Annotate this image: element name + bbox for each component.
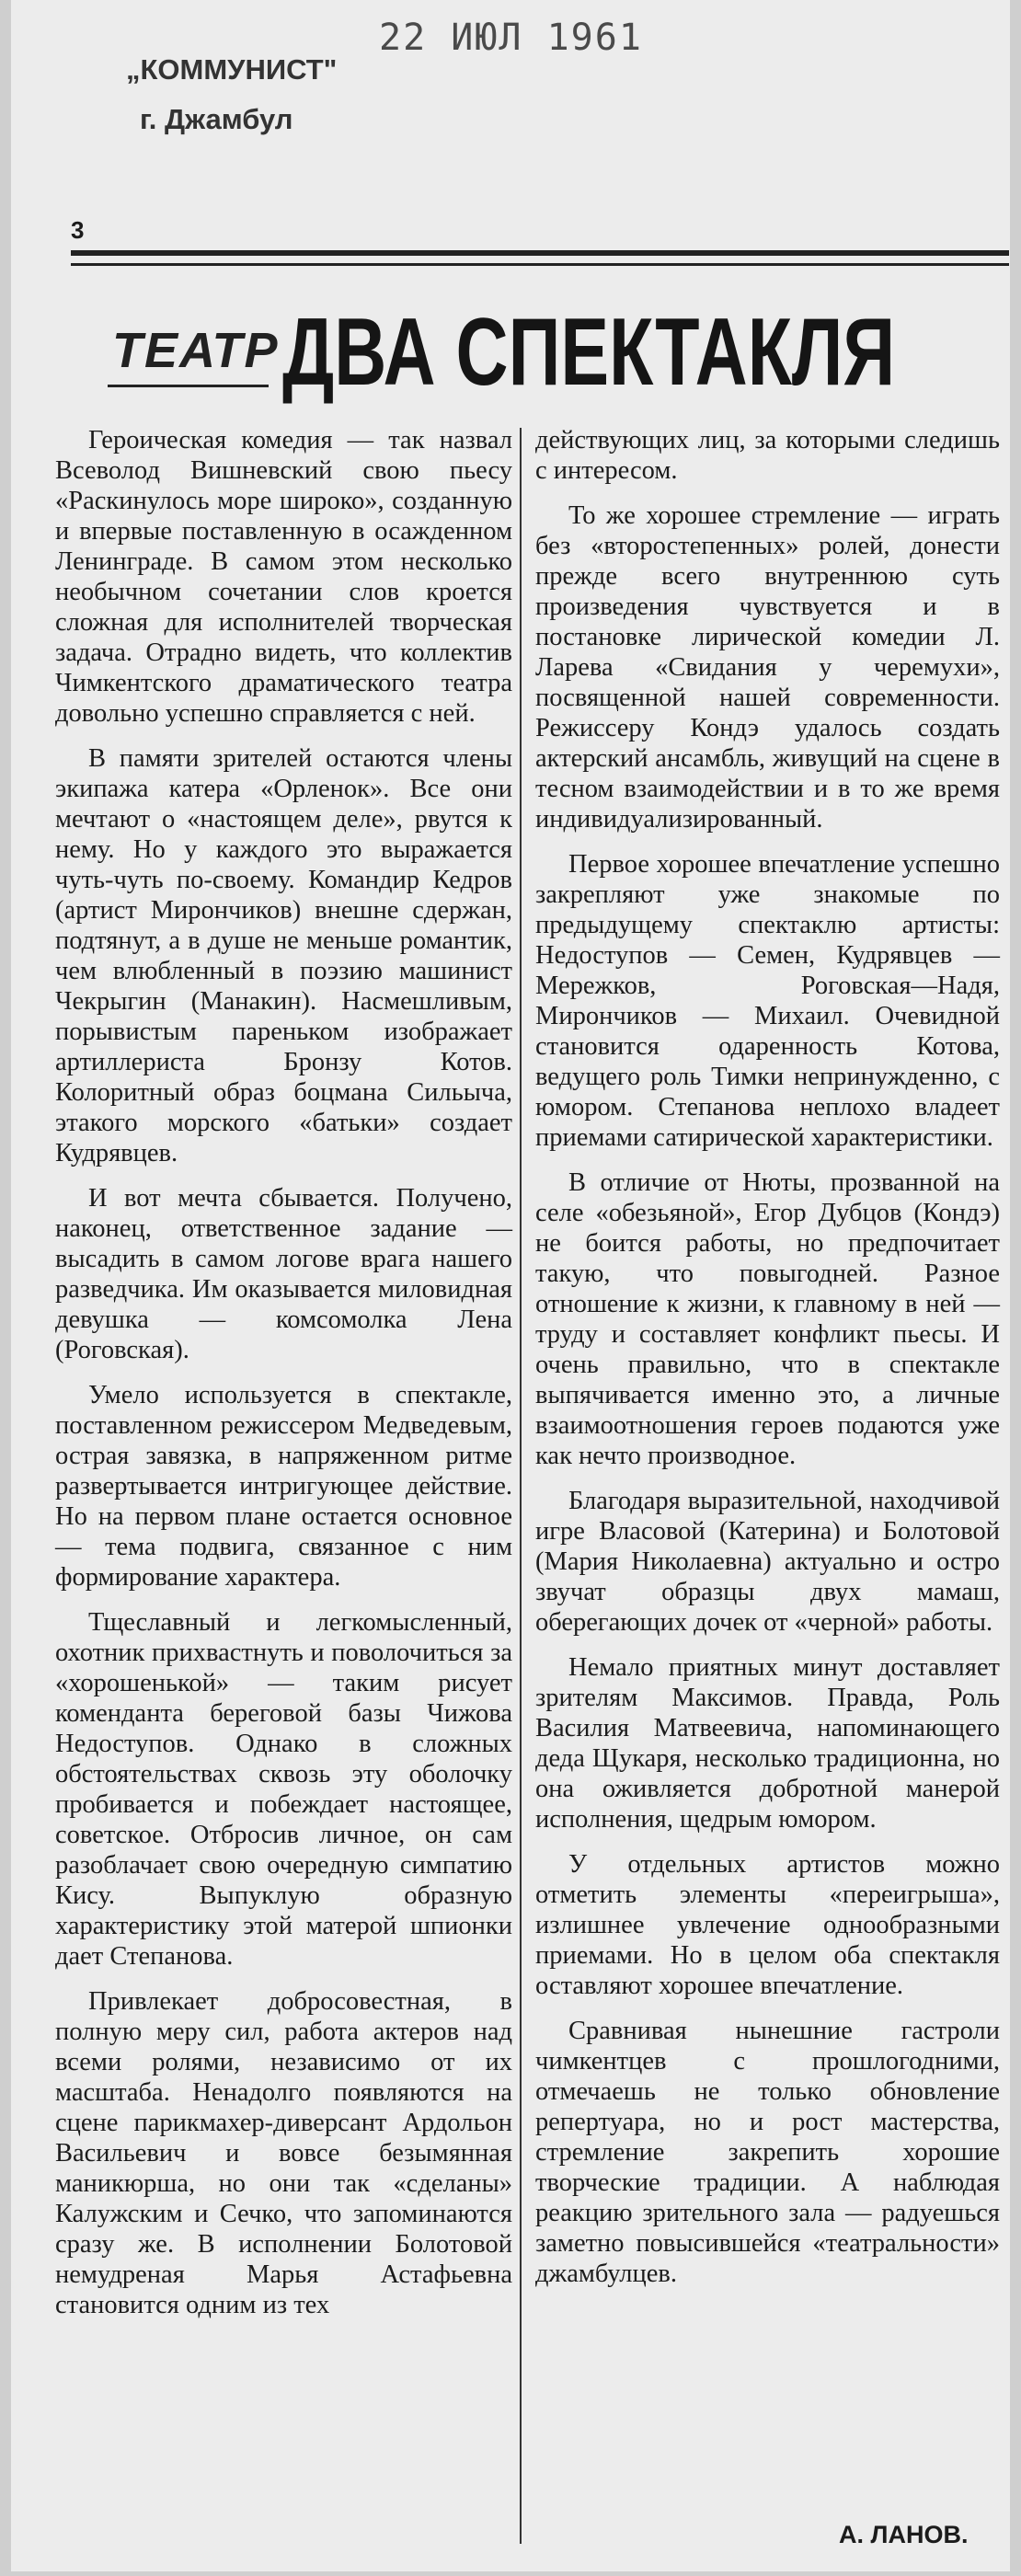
- paragraph: И вот мечта сбывается. Получено, наконец, ответственное задание — высадить в самом логове врага нашего разведчика. Им оказывается миловидная девушка — комсомолка Лена (Роговская).: [55, 1184, 512, 1364]
- author-signature: А. ЛАНОВ.: [839, 2521, 969, 2548]
- article-column-right: [535, 425, 1000, 2304]
- paragraph: Первое хорошее впечатление успешно закрепляют уже знакомые по предыдущему спектаклю артисты: Недоступов — Семен, Кудрявцев —Мережков, Роговская—Надя, Мирончиков — Михаил. Очевидной становится одаренность Котова, ведущего роль Тимки непринужденно, с юмором. Степанова неплохо владеет приемами сатирической характеристики.: [535, 850, 1000, 1152]
- header-rule-thick: [71, 250, 1009, 256]
- newspaper-clipping: [11, 0, 1010, 2571]
- paragraph: У отдельных артистов можно отметить элементы «переигрыша», излишнее увлечение однообразными приемами. Но в целом оба спектакля оставляют хорошее впечатление.: [535, 1850, 1000, 2000]
- paragraph: Немало приятных минут доставляет зрителям Максимов. Правда, Роль Василия Матвеевича, напоминающего деда Щукаря, несколько традиционна, но она оживляется добротной манерой исполнения, щедрым юмором.: [535, 1653, 1000, 1834]
- paragraph: Сравнивая нынешние гастроли чимкентцев с прошлогодними, отмечаешь не только обновление репертуара, но и рост мастерства, стремление закрепить хорошие творческие традиции. А наблюдая реакцию зрительного зала — радуешься заметно повысившейся «театральности» джамбулцев.: [535, 2017, 1000, 2288]
- paragraph: действующих лиц, за которыми следишь с интересом.: [535, 426, 1000, 485]
- article-headline: ДВА СПЕКТАКЛЯ: [282, 299, 896, 406]
- city-name: г. Джамбул: [140, 103, 293, 135]
- page-number: 3: [71, 216, 85, 244]
- article-column-left: [55, 425, 512, 2335]
- paragraph: Героическая комедия — так назвал Всеволод Вишневский свою пьесу «Раскинулось море широко», созданную и впервые поставленную в осажденном Ленинграде. В самом этом несколько необычном сочетании слов кроется сложная для исполнителей творческая задача. Отрадно видеть, что коллектив Чимкентского драматического театра довольно успешно справляется с ней.: [55, 426, 512, 728]
- header-rule-thin: [71, 263, 1009, 266]
- paragraph: То же хорошее стремление — играть без «второстепенных» ролей, донести прежде всего внутреннюю суть произведения чувствуется и в постановке лирической комедии Л. Ларева «Свидания у черемухи», посвященной нашей современности. Режиссеру Кондэ удалось создать актерский ансамбль, живущий на сцене в тесном взаимодействии и в то же время индивидуализированный.: [535, 501, 1000, 834]
- date-stamp: 22 ИЮЛ 1961: [379, 17, 643, 59]
- column-divider: [520, 428, 522, 2544]
- rubric-underline: [108, 385, 269, 387]
- paragraph: Тщеславный и легкомысленный, охотник прихвастнуть и поволочиться за «хорошенькой» — таким рисует коменданта береговой базы Чижова Недоступов. Однако в сложных обстоятельствах сквозь эту оболочку пробивается и побеждает настоящее, советское. Отбросив личное, он сам разоблачает свою очередную симпатию Кису. Выпуклую образную характеристику этой матерой шпионки дает Степанова.: [55, 1608, 512, 1971]
- paragraph: Благодаря выразительной, находчивой игре Власовой (Катерина) и Болотовой (Мария Николаевна) актуально и остро звучат образцы двух мамаш, оберегающих дочек от «черной» работы.: [535, 1487, 1000, 1637]
- rubric-label: ТЕАТР: [112, 323, 280, 378]
- paragraph: В отличие от Нюты, прозванной на селе «обезьяной», Егор Дубцов (Кондэ) не боится работы, но предпочитает такую, что повыгодней. Разное отношение к жизни, к главному в ней — труду и составляет конфликт пьесы. И очень правильно, что в спектакле выпячивается именно это, а личные взаимоотношения героев подаются уже как нечто производное.: [535, 1168, 1000, 1470]
- paragraph: Умело используется в спектакле, поставленном режиссером Медведевым, острая завязка, в напряженном ритме развертывается интригующее действие. Но на первом плане остается основное — тема подвига, связанное с ним формирование характера.: [55, 1381, 512, 1592]
- paragraph: В памяти зрителей остаются члены экипажа катера «Орленок». Все они мечтают о «настоящем деле», рвутся к нему. Но у каждого это выражается чуть-чуть по-своему. Командир Кедров (артист Мирончиков) внешне сдержан, подтянут, а в душе не меньше романтик, чем влюбленный в поэзию машинист Чекрыгин (Манакин). Насмешливым, порывистым пареньком изображает артиллериста Бронзу Котов. Колоритный образ боцмана Сильыча, этакого морского «батьки» создает Кудрявцев.: [55, 744, 512, 1167]
- newspaper-name: „КОММУНИСТ": [126, 53, 338, 86]
- paragraph: Привлекает добросовестная, в полную меру сил, работа актеров над всеми ролями, независимо от их масштаба. Ненадолго появляются на сцене парикмахер-диверсант Ардольон Васильевич и вовсе безымянная маникюрша, но они так «сделаны» Калужским и Сечко, что запоминаются сразу же. В исполнении Болотовой немудреная Марья Астафьевна становится одним из тех: [55, 1987, 512, 2319]
